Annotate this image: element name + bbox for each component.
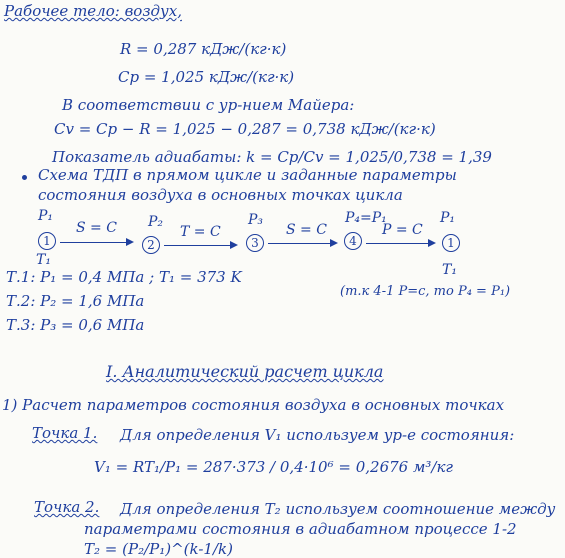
node-2: 2 <box>142 236 160 254</box>
top-label-2: P₂ <box>148 214 164 230</box>
p4-note: (т.к 4-1 P=c, то P₄ = P₁) <box>340 284 511 299</box>
process-2-label: T = C <box>180 224 221 240</box>
arrow-2-3 <box>164 245 236 246</box>
node-3: 3 <box>246 234 264 252</box>
t2-formula: T₂ = (P₂/P₁)^(k-1/k) <box>84 540 233 558</box>
node-4: 4 <box>344 232 362 250</box>
mayer-intro-line: В соответствии с ур-нием Майера: <box>62 96 355 114</box>
point1-label: Точка 1. <box>32 424 98 442</box>
working-body-line: Рабочее тело: воздух, <box>4 2 182 20</box>
point2-params: Т.2: P₂ = 1,6 МПа <box>6 292 145 310</box>
adiabat-line: Показатель адиабаты: k = Cp/Cv = 1,025/0,738 = 1,39 <box>52 148 492 166</box>
cv-calc-line: Cv = Cp − R = 1,025 − 0,287 = 0,738 кДж/(кг·к) <box>54 120 436 138</box>
step1-line: 1) Расчет параметров состояния воздуха в основных точках <box>2 396 505 414</box>
cp-value-line: Cp = 1,025 кДж/(кг·к) <box>118 68 295 86</box>
arrow-4-1 <box>366 243 434 244</box>
top-label-1: P₁ <box>38 208 54 224</box>
top-label-4: P₄=P₁ <box>345 210 387 226</box>
bottom-label-5: T₁ <box>442 262 457 278</box>
point1-text: Для определения V₁ используем ур-е состояния: <box>120 426 515 444</box>
node-5: 1 <box>442 234 460 252</box>
scheme-line-2: состояния воздуха в основных точках цикла <box>38 186 403 204</box>
top-label-3: P₃ <box>248 212 264 228</box>
r-value-line: R = 0,287 кДж/(кг·к) <box>120 40 287 58</box>
point2-label: Точка 2. <box>34 498 100 516</box>
point2-text2: параметрами состояния в адиабатном процессе 1-2 <box>84 520 517 538</box>
point2-text: Для определения T₂ используем соотношение между <box>120 500 556 518</box>
section-heading: I. Аналитический расчет цикла <box>106 362 384 381</box>
point3-params: Т.3: P₃ = 0,6 МПа <box>6 316 145 334</box>
bottom-label-1: T₁ <box>36 252 51 268</box>
top-label-5: P₁ <box>440 210 456 226</box>
arrow-1-2 <box>60 242 132 243</box>
bullet-dot <box>22 175 27 180</box>
v1-calc: V₁ = RT₁/P₁ = 287·373 / 0,4·10⁶ = 0,2676 м³/кг <box>94 458 454 476</box>
process-3-label: S = C <box>286 222 327 238</box>
point1-params: Т.1: P₁ = 0,4 МПа ; T₁ = 373 K <box>6 268 242 286</box>
arrow-3-4 <box>268 243 336 244</box>
scheme-line-1: Схема ТДП в прямом цикле и заданные параметры <box>38 166 457 184</box>
node-1: 1 <box>38 232 56 250</box>
process-4-label: P = C <box>382 222 423 238</box>
process-1-label: S = C <box>76 220 117 236</box>
